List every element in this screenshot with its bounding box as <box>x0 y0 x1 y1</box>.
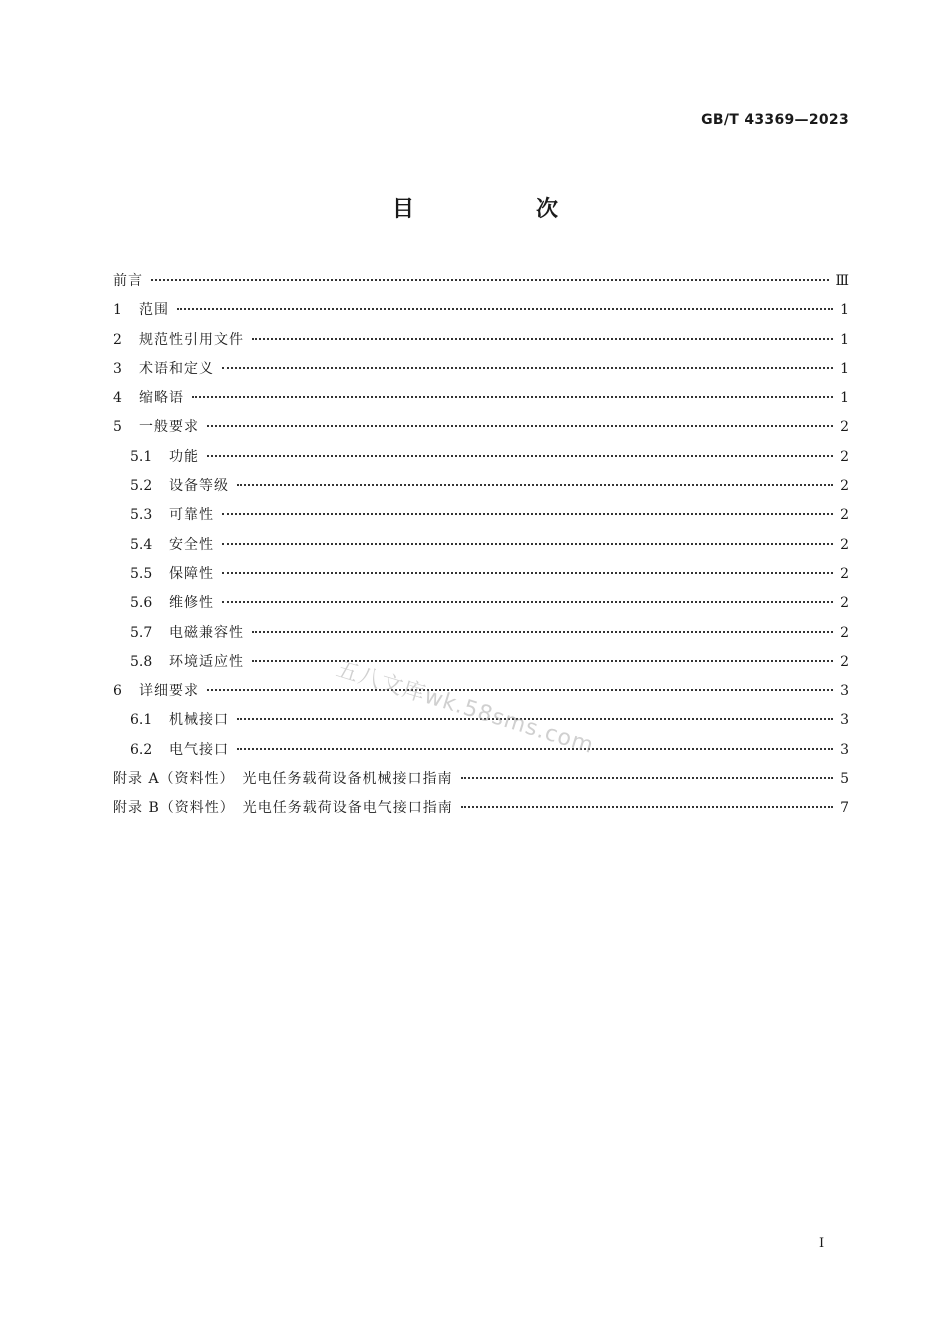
toc-entry-label: 范围 <box>139 302 169 319</box>
toc-entry-label: 机械接口 <box>169 712 229 729</box>
toc-dot-leader <box>237 484 833 486</box>
toc-entry-label: 维修性 <box>169 595 214 612</box>
toc-entry-label: 保障性 <box>169 565 214 582</box>
toc-dot-leader <box>222 367 833 369</box>
toc-entry-page: 3 <box>840 712 849 729</box>
toc-entry[interactable] <box>113 504 849 533</box>
toc-dot-leader <box>461 806 833 808</box>
toc-dot-leader <box>222 513 833 515</box>
toc-entry[interactable] <box>113 387 849 416</box>
toc-entry-number: 6.1 <box>130 712 153 729</box>
toc-entry[interactable] <box>113 270 849 299</box>
toc-entry-number: 5.1 <box>130 448 153 465</box>
toc-entry-page: 7 <box>840 800 849 817</box>
toc-entry-label: 一般要求 <box>139 419 199 436</box>
toc-entry[interactable] <box>113 329 849 358</box>
toc-entry[interactable] <box>113 358 849 387</box>
toc-dot-leader <box>237 748 833 750</box>
toc-entry[interactable] <box>113 739 849 768</box>
toc-dot-leader <box>192 396 833 398</box>
toc-entry-page: 2 <box>840 595 849 612</box>
toc-dot-leader <box>461 777 833 779</box>
toc-dot-leader <box>207 455 833 457</box>
page-title: 目 次 <box>391 197 608 222</box>
toc-entry-number: 1 <box>113 302 122 319</box>
toc-entry[interactable] <box>113 446 849 475</box>
toc-entry-page: 2 <box>840 536 849 553</box>
toc-entry-label: 规范性引用文件 <box>139 331 244 348</box>
toc-entry[interactable] <box>113 797 849 826</box>
watermark: 五八文库wk.58sms.com <box>333 656 597 760</box>
toc-dot-leader <box>222 543 833 545</box>
toc-entry[interactable] <box>113 299 849 328</box>
toc-entry-label: 缩略语 <box>139 390 184 407</box>
toc-entry-number: 5.8 <box>130 653 153 670</box>
table-of-contents <box>113 270 849 827</box>
toc-entry[interactable] <box>113 563 849 592</box>
toc-entry-page: 2 <box>840 565 849 582</box>
toc-entry-number: 5.5 <box>130 565 153 582</box>
toc-entry-number: 5.7 <box>130 624 153 641</box>
toc-entry-number: 6 <box>113 683 122 700</box>
toc-entry-page: 2 <box>840 419 849 436</box>
toc-dot-leader <box>207 425 833 427</box>
toc-entry-label: 设备等级 <box>169 478 229 495</box>
toc-entry[interactable] <box>113 622 849 651</box>
toc-entry-label: 附录 B（资料性） 光电任务载荷设备电气接口指南 <box>113 800 453 817</box>
toc-entry-label: 详细要求 <box>139 683 199 700</box>
toc-entry-label: 术语和定义 <box>139 360 214 377</box>
toc-dot-leader <box>151 279 829 281</box>
toc-dot-leader <box>177 308 833 310</box>
toc-entry-page: 2 <box>840 507 849 524</box>
toc-dot-leader <box>222 572 833 574</box>
toc-entry-number: 4 <box>113 390 122 407</box>
toc-entry-label: 附录 A（资料性） 光电任务载荷设备机械接口指南 <box>113 771 453 788</box>
toc-entry-number: 5.4 <box>130 536 153 553</box>
toc-entry-page: 1 <box>840 331 849 348</box>
toc-entry-page: 2 <box>840 653 849 670</box>
toc-entry-label: 电磁兼容性 <box>169 624 244 641</box>
toc-entry[interactable] <box>113 592 849 621</box>
toc-entry-label: 前言 <box>113 273 143 289</box>
toc-entry-page: 2 <box>840 448 849 465</box>
toc-entry-page: 2 <box>840 478 849 495</box>
toc-entry-number: 5.3 <box>130 507 153 524</box>
toc-entry-page: 5 <box>840 771 849 788</box>
toc-entry-label: 功能 <box>169 448 199 465</box>
toc-entry-page: 3 <box>840 683 849 700</box>
toc-entry-page: 1 <box>840 390 849 407</box>
toc-entry-page: 1 <box>840 360 849 377</box>
toc-dot-leader <box>252 338 833 340</box>
toc-entry[interactable] <box>113 475 849 504</box>
toc-entry-label: 安全性 <box>169 536 214 553</box>
toc-entry[interactable] <box>113 651 849 680</box>
toc-entry-label: 环境适应性 <box>169 653 244 670</box>
toc-entry-number: 5.2 <box>130 478 153 495</box>
toc-entry-number: 2 <box>113 331 122 348</box>
toc-entry-page: Ⅲ <box>835 273 849 289</box>
toc-dot-leader <box>252 631 833 633</box>
toc-entry[interactable] <box>113 768 849 797</box>
toc-entry-number: 5 <box>113 419 122 436</box>
toc-entry[interactable] <box>113 416 849 445</box>
standard-code: GB/T 43369—2023 <box>701 112 849 128</box>
toc-entry-label: 可靠性 <box>169 507 214 524</box>
toc-entry-label: 电气接口 <box>169 741 229 758</box>
toc-entry-number: 3 <box>113 360 122 377</box>
toc-dot-leader <box>207 689 833 691</box>
toc-entry-page: 2 <box>840 624 849 641</box>
toc-entry-number: 6.2 <box>130 741 153 758</box>
toc-dot-leader <box>222 601 833 603</box>
toc-entry-page: 3 <box>840 741 849 758</box>
toc-entry-page: 1 <box>840 302 849 319</box>
toc-entry[interactable] <box>113 534 849 563</box>
page-number: I <box>819 1236 825 1251</box>
toc-entry-number: 5.6 <box>130 595 153 612</box>
